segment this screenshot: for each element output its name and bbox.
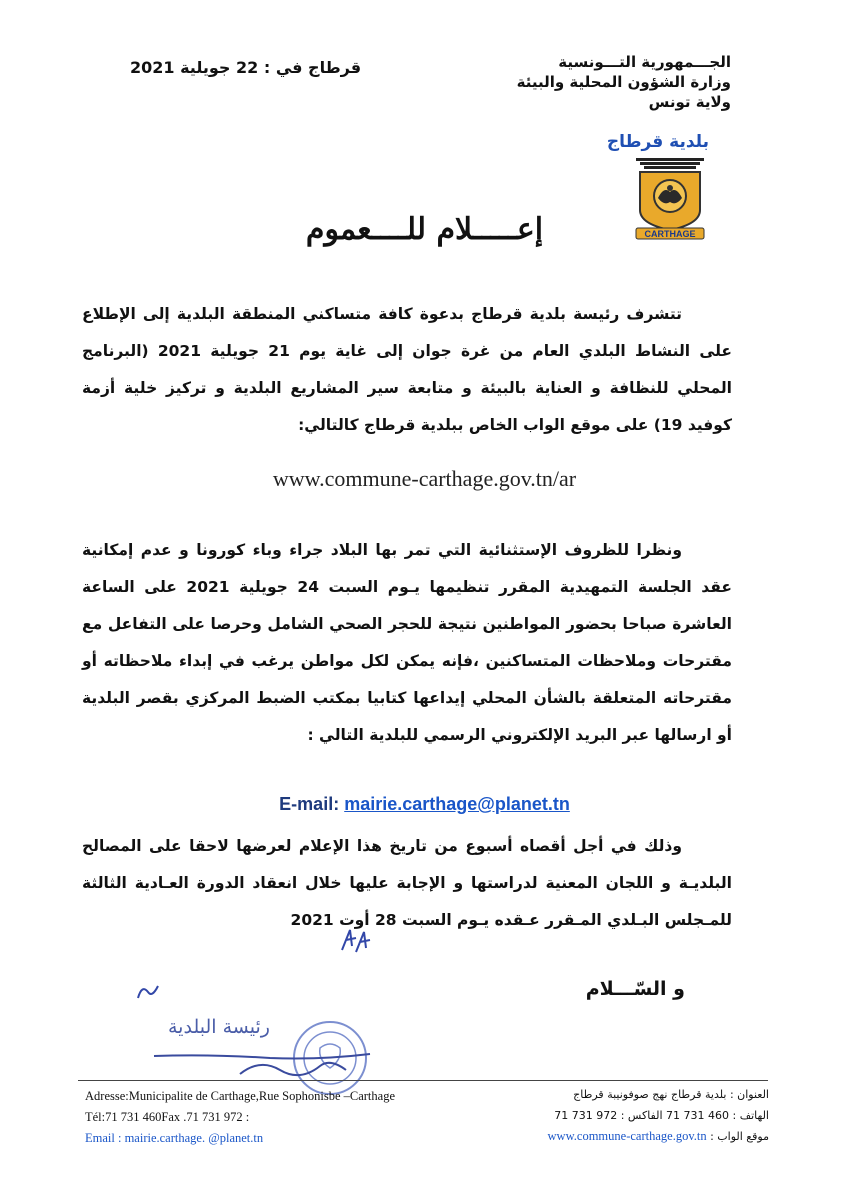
email-line <box>0 794 849 815</box>
footer-web-link[interactable]: www.commune-carthage.gov.tn <box>547 1129 707 1143</box>
signatory-title: رئيسة البلدية <box>168 1016 270 1038</box>
document-date: قرطاج في : 22 جويلية 2021 <box>130 58 362 77</box>
handwritten-initials-icon <box>134 980 162 1004</box>
email-link[interactable]: mairie.carthage@planet.tn <box>344 794 570 814</box>
letterhead <box>431 52 731 112</box>
governorate-line: ولاية تونس <box>648 93 731 111</box>
municipality-name: بلدية قرطاج <box>606 132 709 152</box>
footer-phone-ar: الهاتف : 460 731 71 الفاكس : 972 731 71 <box>554 1109 769 1122</box>
logo-caption: CARTHAGE <box>644 229 696 239</box>
footer-address: Adresse:Municipalite de Carthage,Rue Sophonisbe –Carthage <box>85 1089 395 1103</box>
closing-salutation: و السّـــلام <box>585 978 685 1000</box>
footer-email[interactable]: Email : mairie.carthage. @planet.tn <box>85 1131 264 1145</box>
page-title: إعـــــلام للــــعموم <box>305 212 544 247</box>
handwritten-initials-icon <box>338 926 372 956</box>
ministry-line: وزارة الشؤون المحلية والبيئة <box>516 73 731 91</box>
website-link[interactable]: www.commune-carthage.gov.tn/ar <box>272 466 577 491</box>
paragraph-1: تتشرف رئيسة بلدية قرطاج بدعوة كافة متساكني المنطقة البلدية إلى الإطلاع على النشاط البلدي العام من غرة جوان إلى غاية يوم 21 جويلية 2021 (البرنامج المحلي للنظافة و العناية بالبيئة و متابعة سير المشاريع البلدية و تركيز خلية أزمة كوفيد 19) على موقع الواب الخاص ببلدية قرطاج كالتالي: <box>82 305 732 434</box>
footer-contact-arabic <box>469 1084 769 1147</box>
footer-divider <box>78 1080 768 1081</box>
email-label: E-mail: <box>279 794 340 814</box>
footer-phone: Tél:71 731 460Fax .71 731 972 : <box>85 1110 250 1124</box>
republic-line: الجـــمهورية التـــونسية <box>558 53 731 71</box>
footer-address-ar: العنوان : بلدية قرطاج نهج صوفونيبة قرطاج <box>573 1088 769 1101</box>
footer-contact-latin <box>85 1086 395 1149</box>
paragraph-2: ونظرا للظروف الإستثنائية التي تمر بها البلاد جراء وباء كورونا و عدم إمكانية عقد الجلسة التمهيدية المقرر تنظيمها يـوم السبت 24 جويلية 2021 على الساعة العاشرة صباحا بحضور المواطنين نتيجة للحجر الصحي الشامل وحرصا على التفاعل مع مقترحات وملاحظات المتساكنين ،فإنه يمكن لكل مواطن يرغب في إبداء ملاحظاته أو مقترحاته المتعلقة بالشأن المحلي إيداعها كتابيا بمكتب الضبط المركزي بقصر البلدية أو ارسالها عبر البريد الإلكتروني الرسمي للبلدية التالي : <box>82 541 732 744</box>
footer-web-label: موقع الواب : <box>710 1130 769 1143</box>
footer-web-row <box>469 1126 769 1147</box>
paragraph-3: وذلك في أجل أقصاه أسبوع من تاريخ هذا الإعلام لعرضها لاحقا على المصالح البلديـة و اللجان المعنية لدراستها و الإجابة عليها خلال انعقاد الدورة العـادية الثالثة للمـجلس البـلدي المـقرر عـقده يـوم السبت 28 أوت 2021 <box>82 837 732 929</box>
